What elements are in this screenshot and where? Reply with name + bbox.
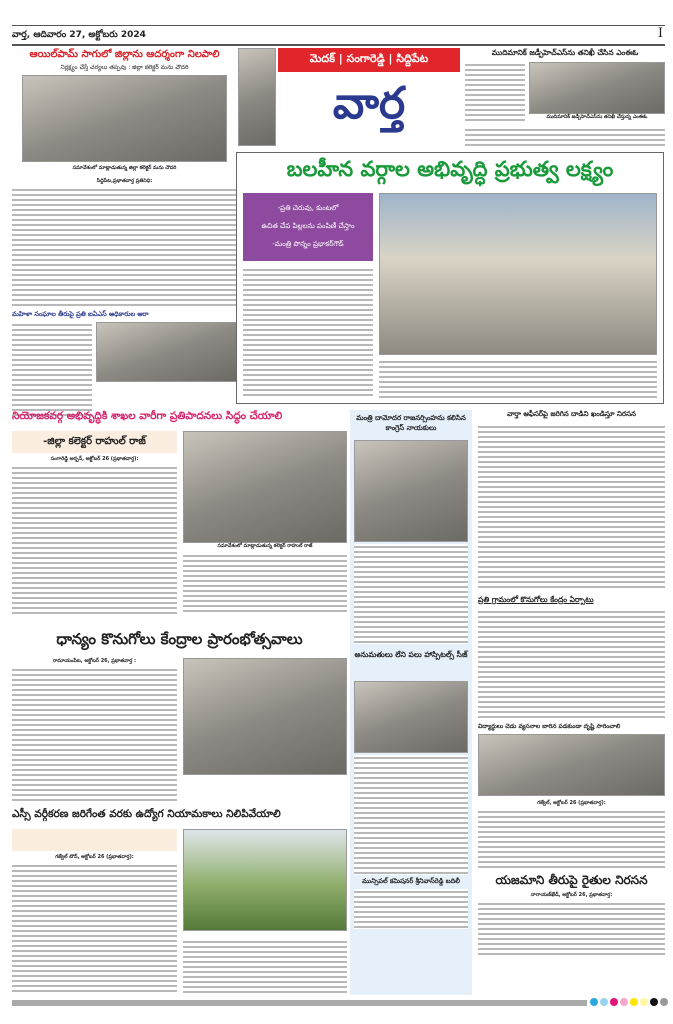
photo-students	[478, 734, 665, 796]
photo-caption: సమావేశంలో మాట్లాడుతున్న కలెక్టర్ రాహుల్ రాజ్	[217, 543, 313, 549]
print-color-bar	[12, 1000, 587, 1006]
dateline: సిద్దిపేట,ప్రభాతవార్త ప్రతినిధి:	[96, 178, 153, 184]
dateline: రామాయంపేట, అక్టోబర్ 26, ప్రభాతవార్త :	[52, 658, 137, 664]
body-text	[478, 424, 665, 589]
body-text	[379, 359, 657, 399]
body-text	[478, 809, 665, 869]
page-number: I	[657, 26, 663, 41]
story-lead	[236, 152, 664, 404]
photo-grain-centre	[183, 658, 347, 775]
students-dateline: గజ్వేల్, అక్టోబర్ 26 (ప్రభాతవార్త):	[537, 800, 606, 806]
minister-meet-headline: మంత్రి దామోదర రాజనర్సింహను కలిసిన కాంగ్రెస్ నాయకులు	[356, 414, 466, 432]
body-text	[183, 939, 347, 994]
headline: ఆయిల్‌పామ్ సాగులో జిల్లాను ఆదర్శంగా నిలపాలి	[29, 49, 220, 60]
subhead: నిర్లక్ష్యం చేస్తే చర్యలు తప్పవు : జిల్లా కలెక్టర్ మను చౌదరి	[60, 64, 189, 71]
body-text	[478, 609, 665, 719]
body-text	[243, 267, 373, 399]
quote-line: -ప్రతి చెరువు, కుంటలో	[277, 204, 339, 212]
village-centre-headline: ప్రతి గ్రామంలో కొనుగోలు కేంద్రం ఏర్పాటు	[478, 595, 594, 604]
body-text	[12, 667, 177, 802]
photo-school	[529, 62, 665, 114]
story-grain	[12, 630, 347, 805]
hospitals-headline: అనుమతులు లేని పలు హాస్పిటల్స్ సీజ్	[354, 650, 468, 659]
lead-headline: బలహీన వర్గాల అభివృద్ధి ప్రభుత్వ లక్ష్యం	[286, 157, 614, 181]
photo-strip	[238, 48, 276, 146]
headline: నియోజకవర్గ అభివృద్ధికి శాఖల వారీగా ప్రతిపాదనలు సిద్ధం చేయాలి	[12, 410, 283, 422]
photo-caption: సమావేశంలో మాట్లాడుతున్న జిల్లా కలెక్టర్ మను చౌదరి	[72, 165, 177, 171]
body-text	[465, 127, 665, 149]
quote-line: ఉచిత చేప పిల్లలను పంపిణీ చేస్తాం	[261, 222, 355, 230]
masthead	[238, 48, 460, 148]
quote-box	[243, 193, 373, 261]
story-constituency	[12, 410, 347, 625]
photo-caption: ముదిమానిక్ జడ్పీహెచ్‌ఎస్‌ను తనిఖీ చేస్తున్న ఎంఈఓ	[546, 114, 648, 120]
dateline: గజ్వేల్ టౌన్, అక్టోబర్ 26 (ప్రభాతవార్త):	[55, 854, 134, 860]
photo-hospitals	[354, 681, 468, 753]
subhead: -జిల్లా కలెక్టర్ రాహుల్ రాజ్	[12, 431, 177, 453]
body-text	[183, 553, 347, 613]
farmers-headline: యజమాని తీరుపై రైతుల నిరసన	[495, 873, 648, 887]
women-groups-headline: మహిళా సంఘాల తీరుపై ప్రతి ఐఏఎస్ అధికారుల ఆరా	[12, 310, 149, 318]
students-headline: విద్యార్థులు చెడు వ్యసనాల బారిన పడకుండా దృష్టి సారించాలి	[478, 723, 621, 730]
center-column	[350, 410, 472, 995]
photo-women-groups	[96, 322, 237, 382]
body-text	[12, 187, 237, 307]
edition-banner: మెదక్ | సంగారెడ్డి | సిద్దిపేట	[278, 48, 460, 72]
photo-congress-leaders	[354, 440, 468, 542]
body-text	[354, 544, 468, 644]
story-sc	[12, 808, 347, 996]
story-oil-palm	[12, 48, 237, 403]
story-mudimanik	[465, 48, 665, 148]
photo-minister	[379, 193, 657, 355]
quote-byline: -మంత్రి పొన్నం ప్రభాకర్‌గౌడ్	[272, 240, 344, 248]
subhead-box	[12, 829, 177, 851]
body-text	[12, 465, 177, 615]
body-text	[478, 901, 665, 956]
photo-meeting	[22, 75, 227, 162]
body-text	[12, 322, 92, 417]
body-text	[465, 62, 525, 124]
body-text	[354, 755, 468, 875]
dateline: సంగారెడ్డి అర్బన్, అక్టోబర్ 26 (ప్రభాతవార్త):	[50, 456, 139, 462]
registration-marks	[590, 998, 668, 1006]
body-text	[354, 889, 468, 929]
body-text	[12, 863, 177, 993]
photo-sc-meeting	[183, 829, 347, 931]
farmers-dateline: నారాయణ్‌ఖేడ్, అక్టోబర్ 26, ప్రభాతవార్త:	[530, 892, 613, 898]
headline: ఎస్సీ వర్గీకరణ జరిగేంత వరకు ఉద్యోగ నియామకాలు నిలిపివేయాలి	[12, 808, 281, 820]
photo-collector	[183, 431, 347, 543]
right-column	[478, 410, 665, 995]
page-dateline: వార్త, ఆదివారం 27, అక్టోబరు 2024	[12, 30, 146, 40]
vaartha-logo: వార్త	[332, 78, 406, 129]
vaartha-office-headline: వార్తా ఆఫీసర్‌పై జరిగిన దాడిని ఖండిస్తూ నిరసన	[507, 410, 636, 418]
commissioner-headline: మున్సిపల్ కమిషనర్ శ్రీనివాస్‌రెడ్డి బదిలీ	[362, 877, 460, 885]
headline: ధాన్యం కొనుగోలు కేంద్రాల ప్రారంభోత్సవాలు	[56, 630, 303, 648]
headline: ముదిమానిక్ జడ్పీహెచ్‌ఎస్‌ను తనిఖీ చేసిన ఎంఈఓ	[491, 48, 639, 57]
